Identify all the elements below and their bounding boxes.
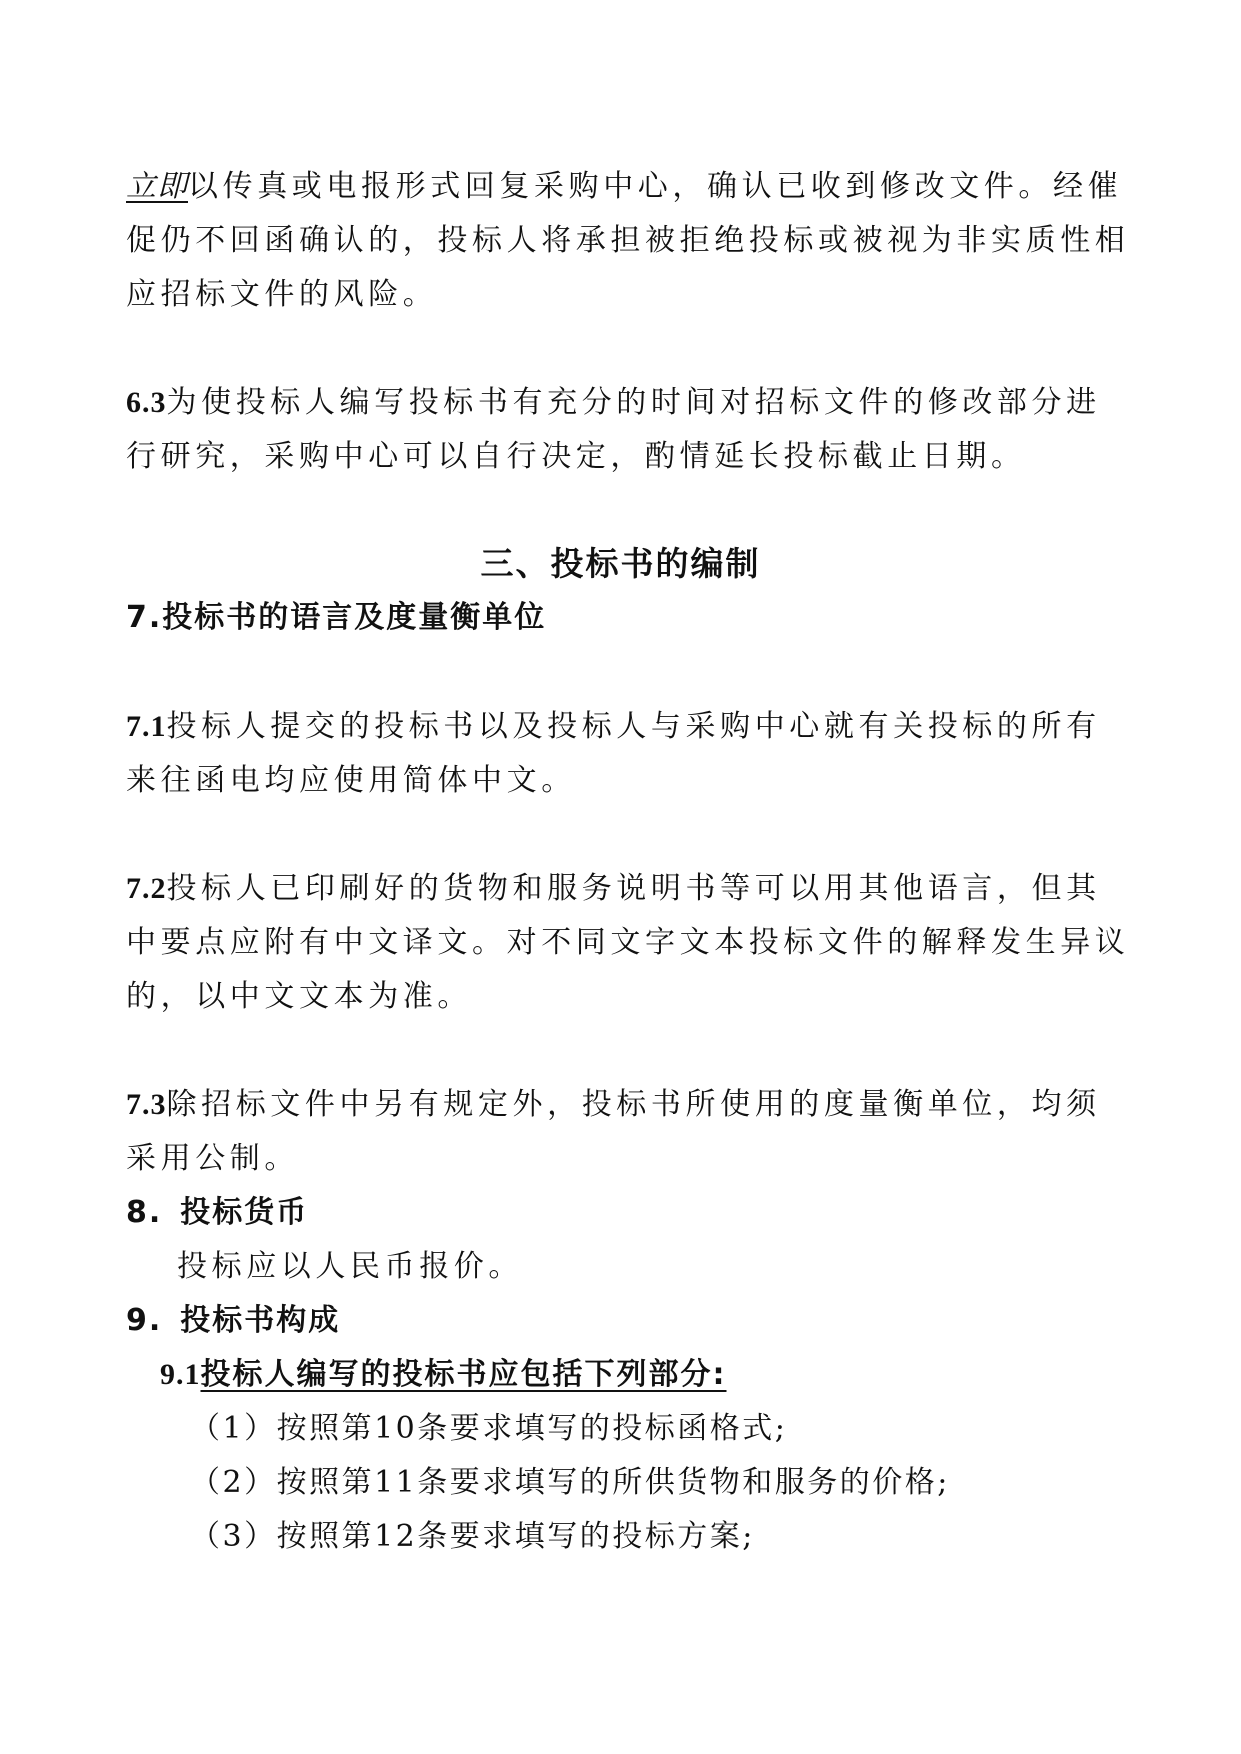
paragraph-6-3-line-1-text: 为使投标人编写投标书有充分的时间对招标文件的修改部分进 (166, 385, 1101, 420)
clause-number-6-3: 6.3 (126, 386, 167, 419)
section-8-number: 8. (126, 1195, 163, 1230)
paragraph-7-2-line-2: 中要点应附有中文译文。对不同文字文本投标文件的解释发生异议 (126, 925, 1130, 960)
chapter-heading: 三、投标书的编制 (480, 544, 761, 583)
paragraph-9-1-text: 投标人编写的投标书应包括下列部分: (200, 1357, 727, 1392)
emphasis-immediately: 立即 (126, 169, 188, 204)
paragraph-6-3-line-2: 行研究，采购中心可以自行决定，酌情延长投标截止日期。 (126, 439, 1026, 474)
paragraph-6-3-line-1 (126, 383, 1101, 423)
section-9-title-row (126, 1301, 340, 1341)
paragraph-6-2-line-2: 促仍不回函确认的，投标人将承担被拒绝投标或被视为非实质性相 (126, 223, 1130, 258)
paragraph-7-1-line-1-text: 投标人提交的投标书以及投标人与采购中心就有关投标的所有 (166, 709, 1101, 744)
paragraph-7-3-line-1-text: 除招标文件中另有规定外，投标书所使用的度量衡单位，均须 (166, 1087, 1101, 1122)
section-8-body: 投标应以人民币报价。 (177, 1249, 523, 1284)
list-item: （2）按照第11条要求填写的所供货物和服务的价格; (190, 1465, 950, 1500)
clause-number-7-2: 7.2 (126, 872, 167, 905)
paragraph-6-2-line-3: 应招标文件的风险。 (126, 277, 438, 312)
paragraph-7-2-line-1 (126, 869, 1101, 909)
paragraph-7-1-line-1 (126, 707, 1101, 747)
paragraph-7-2-line-1-text: 投标人已印刷好的货物和服务说明书等可以用其他语言，但其 (166, 871, 1101, 906)
paragraph-7-2-line-3: 的，以中文文本为准。 (126, 979, 472, 1014)
paragraph-6-2-line-1-text: 以传真或电报形式回复采购中心，确认已收到修改文件。经催 (188, 169, 1123, 204)
list-item: （1）按照第10条要求填写的投标函格式; (190, 1411, 788, 1446)
section-9-title: 投标书构成 (180, 1303, 341, 1338)
section-9-number: 9. (126, 1303, 163, 1338)
section-8-title: 投标货币 (180, 1195, 309, 1230)
paragraph-7-3-line-2: 采用公制。 (126, 1141, 299, 1176)
paragraph-7-1-line-2: 来往函电均应使用简体中文。 (126, 763, 576, 798)
section-8-title-row (126, 1193, 308, 1233)
clause-number-9-1: 9.1 (160, 1358, 201, 1391)
section-7-title: 7.投标书的语言及度量衡单位 (126, 600, 547, 635)
list-item: （3）按照第12条要求填写的投标方案; (190, 1519, 755, 1554)
paragraph-6-2-line-1 (126, 167, 1122, 207)
clause-number-7-3: 7.3 (126, 1088, 167, 1121)
clause-number-7-1: 7.1 (126, 710, 167, 743)
paragraph-9-1 (160, 1355, 727, 1395)
paragraph-7-3-line-1 (126, 1085, 1101, 1125)
